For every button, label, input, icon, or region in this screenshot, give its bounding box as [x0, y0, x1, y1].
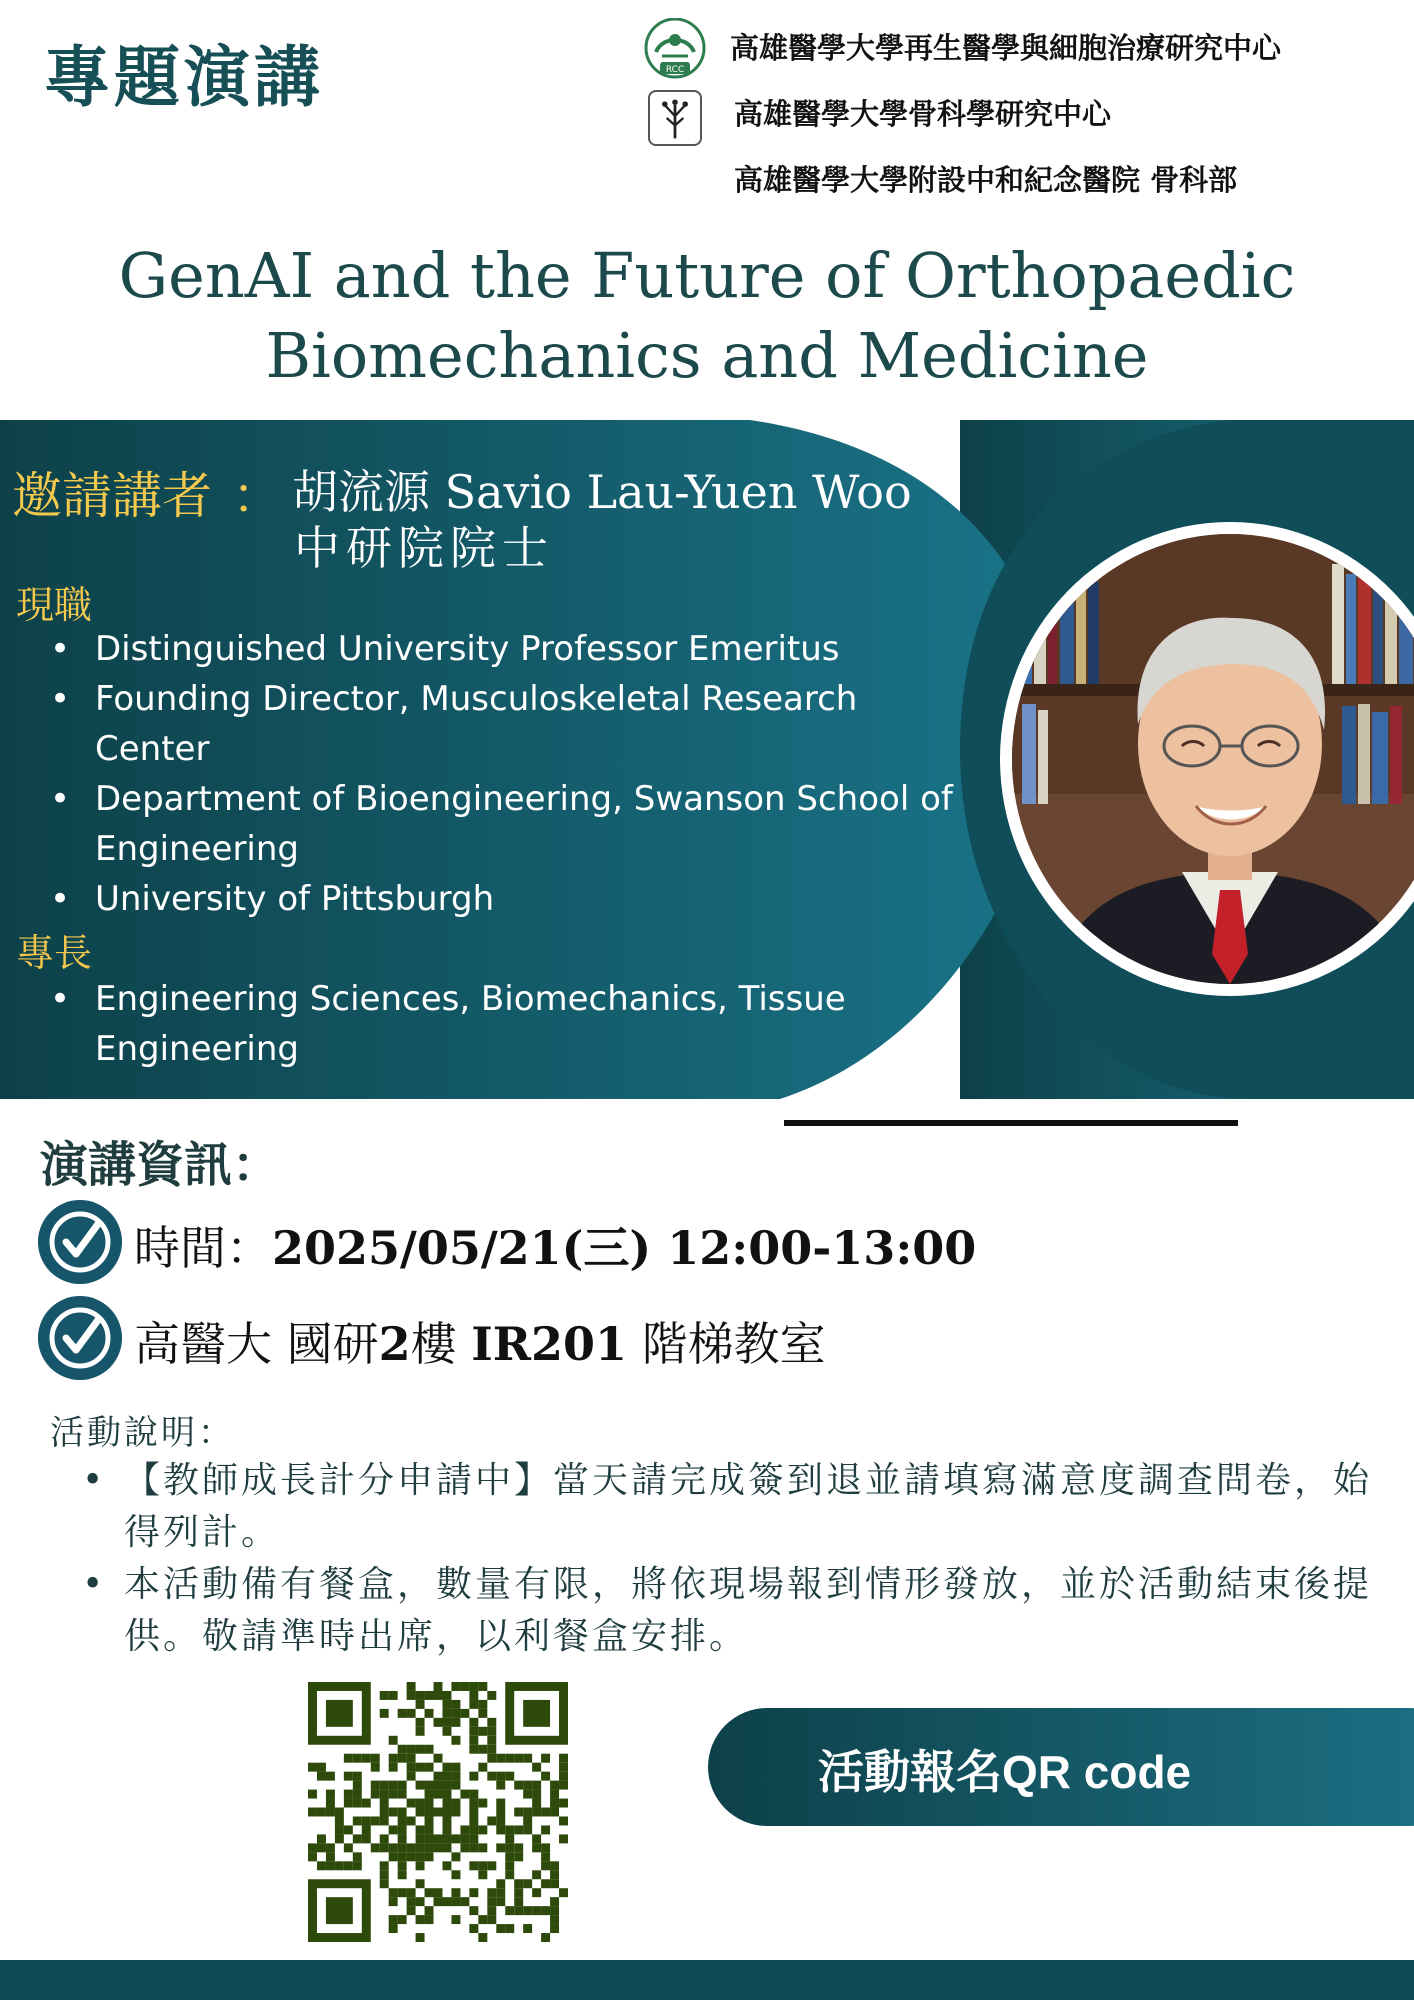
positions-list [0, 624, 970, 924]
check-circle-icon [38, 1296, 122, 1380]
svg-text:RCC: RCC [665, 65, 685, 75]
time-line [134, 1212, 976, 1278]
footer-bar [0, 1960, 1414, 2000]
registration-label: 活動報名QR code [818, 1746, 1192, 1798]
venue-part: 樓 [410, 1317, 472, 1371]
list-item: • Department of Bioengineering, Swanson School of Engineering [0, 774, 970, 874]
organizer-2: 高雄醫學大學骨科學研究中心 [734, 97, 1112, 131]
poster-label: 專題演講 [44, 38, 324, 116]
organizer-3: 高雄醫學大學附設中和紀念醫院 骨科部 [734, 163, 1238, 197]
description-heading: 活動說明： [50, 1413, 235, 1453]
list-item: • 【教師成長計分申請中】當天請完成簽到退並請填寫滿意度調查問卷，始得列計。 [82, 1455, 1372, 1559]
talk-title-line-2: Biomechanics and Medicine [265, 319, 1149, 392]
list-item: • Distinguished University Professor Emeritus [0, 624, 970, 674]
list-item: • Founding Director, Musculoskeletal Research Center [0, 674, 970, 774]
rcc-logo-icon [642, 18, 708, 82]
organizer-1: 高雄醫學大學再生醫學與細胞治療研究中心 [730, 31, 1282, 65]
venue-part: 高醫大 國研 [134, 1317, 379, 1371]
speaker-honor: 中研院院士 [294, 521, 554, 575]
orthopaedics-tree-logo-icon [648, 90, 702, 146]
speaker-name: 胡流源 Savio Lau-Yuen Woo [292, 465, 912, 519]
invite-speaker-label: 邀請講者 [12, 467, 212, 525]
positions-label: 現職 [16, 583, 93, 627]
venue-floor: 2 [378, 1317, 411, 1371]
registration-qr-code[interactable] [308, 1682, 568, 1942]
venue-part: 階梯教室 [627, 1317, 826, 1371]
expertise-label: 專長 [16, 931, 93, 975]
check-circle-icon [38, 1200, 122, 1284]
expertise-list [0, 974, 900, 1074]
divider-line [784, 1120, 1238, 1126]
list-item: • Engineering Sciences, Biomechanics, Tissue Engineering [0, 974, 900, 1074]
talk-title [0, 236, 1414, 396]
info-heading: 演講資訊： [40, 1137, 281, 1193]
description-list [82, 1455, 1372, 1663]
time-value: 2025/05/21(三) 12:00-13:00 [272, 1221, 977, 1275]
talk-title-line-1: GenAI and the Future of Orthopaedic [118, 239, 1296, 312]
venue-room: IR201 [471, 1317, 628, 1371]
time-label: 時間： [134, 1221, 272, 1275]
invite-speaker-colon: ： [232, 467, 282, 525]
list-item: • University of Pittsburgh [0, 874, 970, 924]
venue-line [134, 1308, 826, 1374]
list-item: • 本活動備有餐盒，數量有限，將依現場報到情形發放，並於活動結束後提供。敬請準時出席，以利餐盒安排。 [82, 1559, 1372, 1663]
